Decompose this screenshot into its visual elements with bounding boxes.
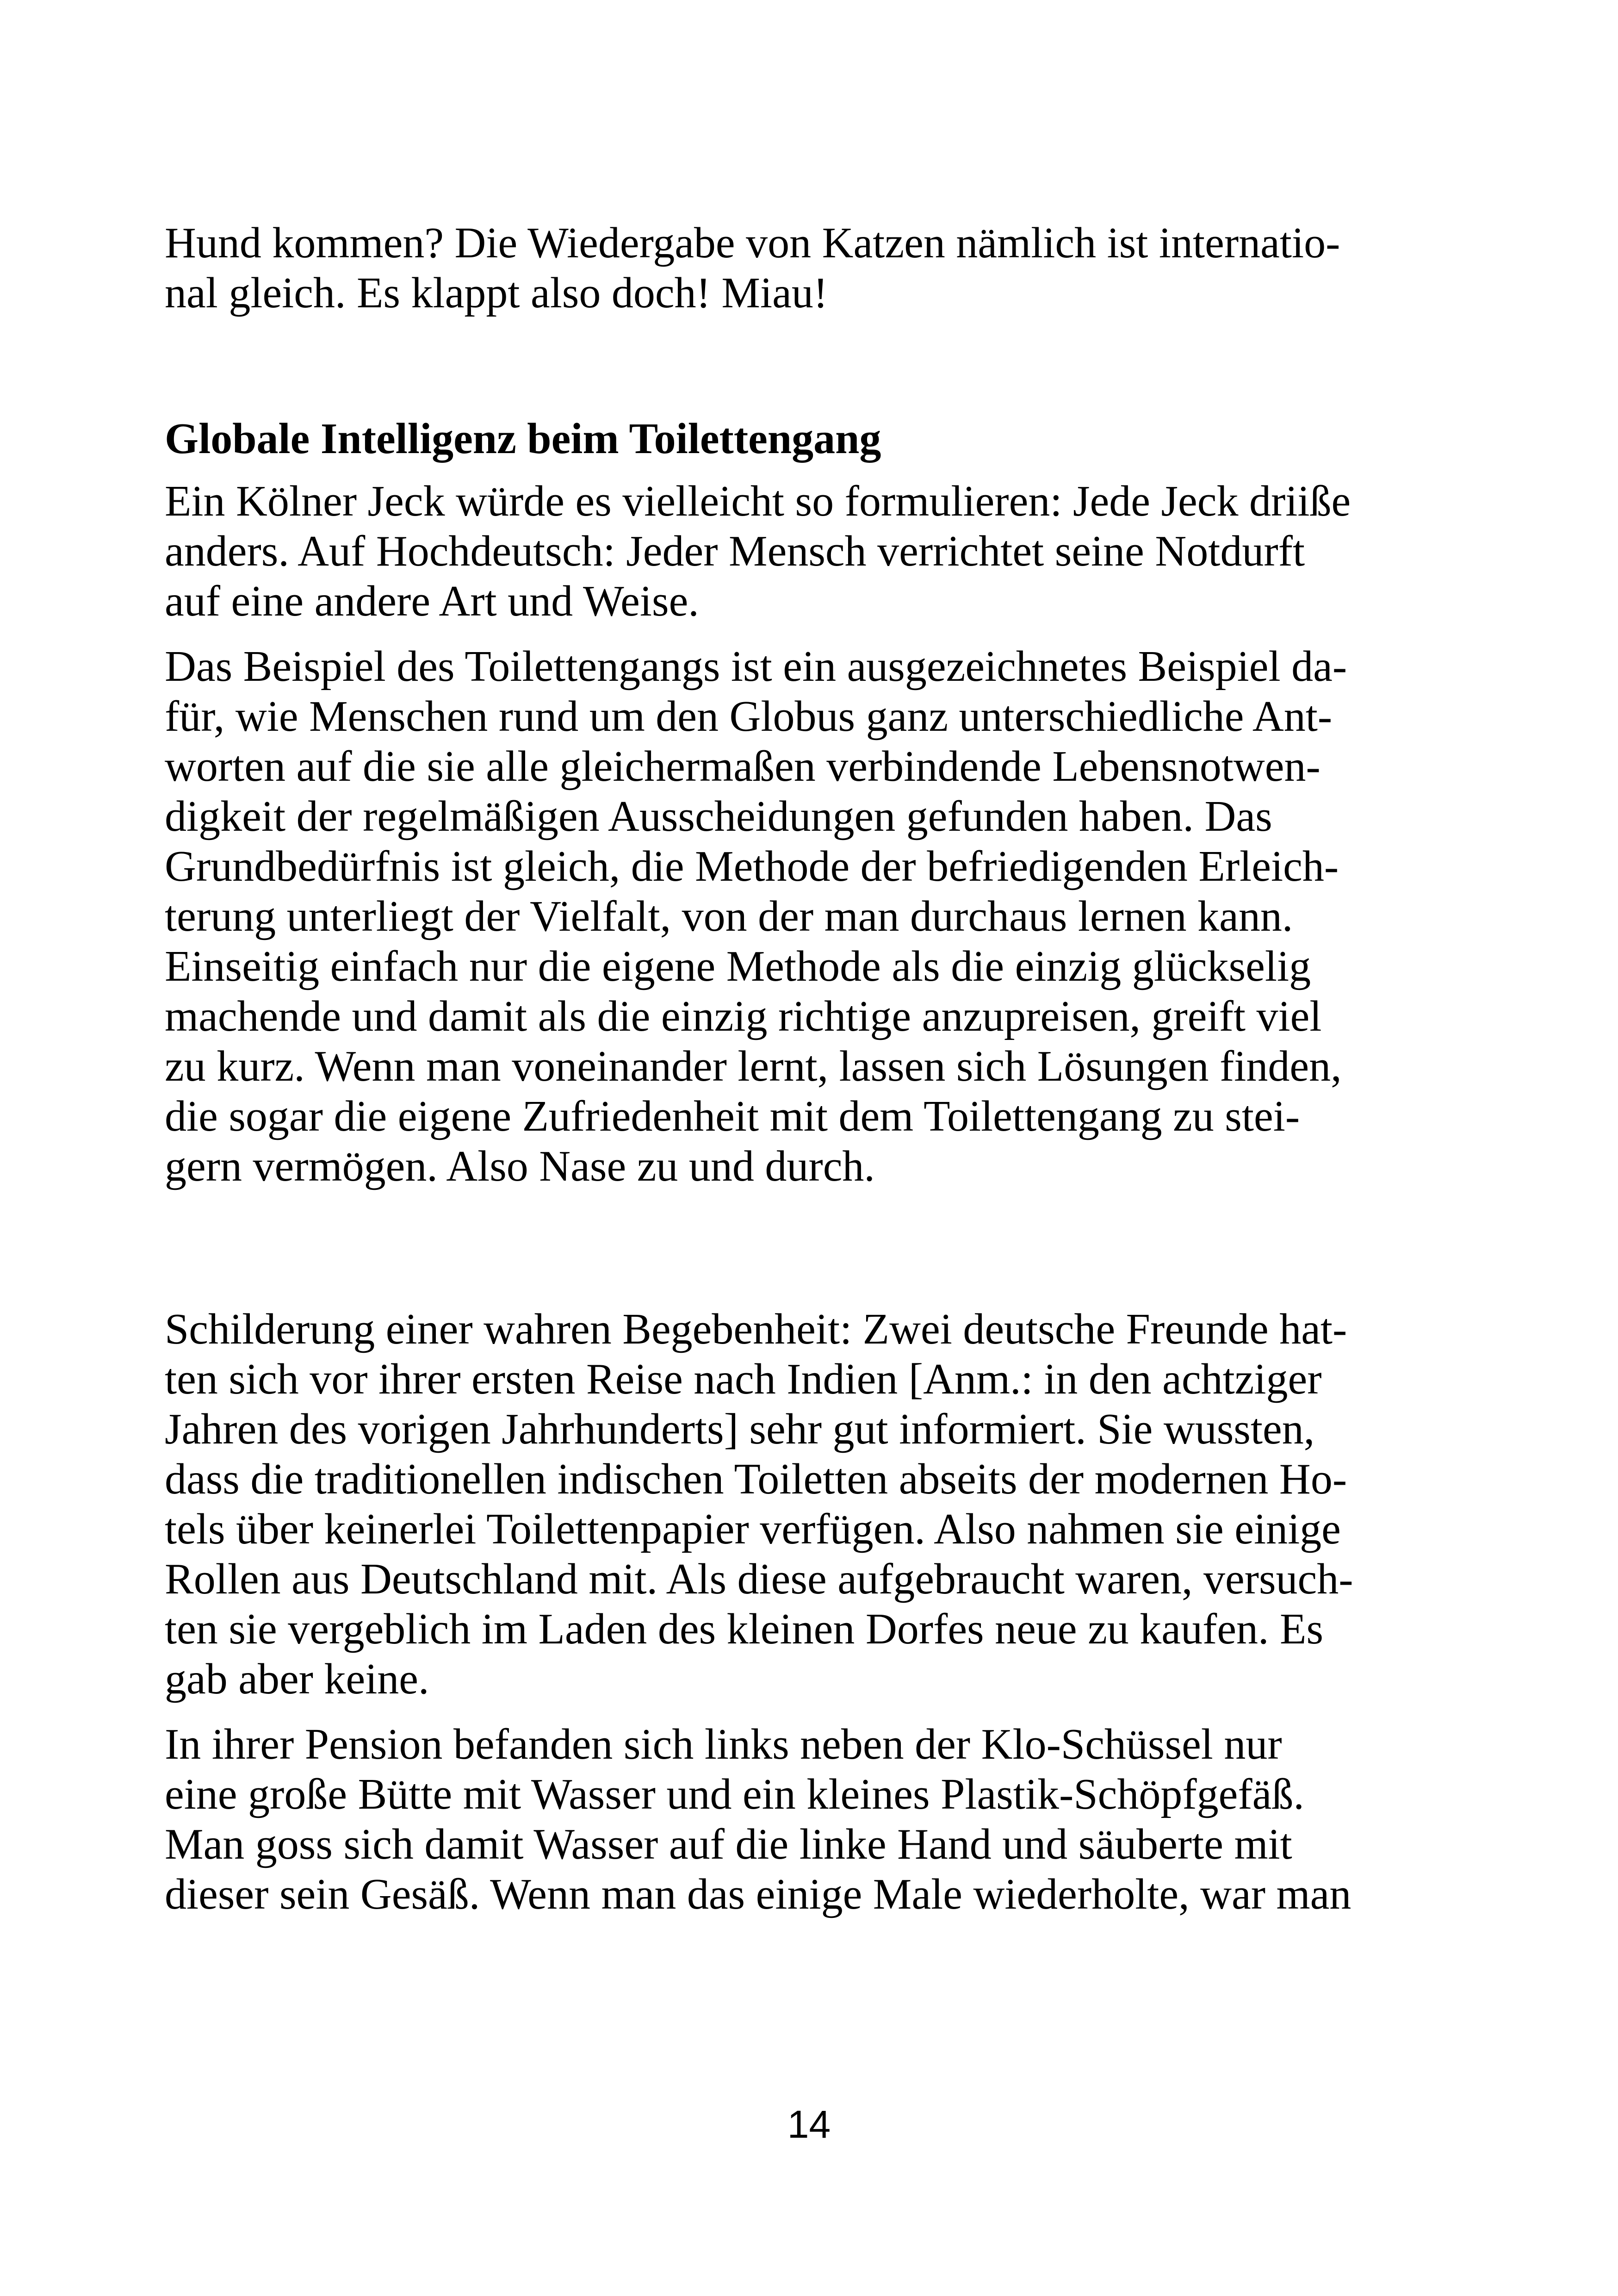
text-line: Ein Kölner Jeck würde es vielleicht so formulieren: Jede Jeck driiße bbox=[165, 477, 1351, 525]
text-line: ten sich vor ihrer ersten Reise nach Indien [Anm.: in den achtziger bbox=[165, 1355, 1322, 1403]
text-line: gab aber keine. bbox=[165, 1655, 429, 1703]
text-line: zu kurz. Wenn man voneinander lernt, lassen sich Lösungen finden, bbox=[165, 1042, 1342, 1090]
text-line: Das Beispiel des Toilettengangs ist ein ausgezeichnetes Beispiel da- bbox=[165, 642, 1347, 691]
text-line: die sogar die eigene Zufriedenheit mit dem Toilettengang zu stei- bbox=[165, 1092, 1300, 1140]
text-line: machende und damit als die einzig richtige anzupreisen, greift viel bbox=[165, 992, 1322, 1040]
text-line: digkeit der regelmäßigen Ausscheidungen gefunden haben. Das bbox=[165, 792, 1272, 840]
section-heading: Globale Intelligenz beim Toilettengang bbox=[165, 415, 881, 463]
text-line: dass die traditionellen indischen Toiletten abseits der modernen Ho- bbox=[165, 1455, 1347, 1503]
text-line: für, wie Menschen rund um den Globus ganz unterschiedliche Ant- bbox=[165, 692, 1333, 740]
text-line: Jahren des vorigen Jahrhunderts] sehr gut informiert. Sie wussten, bbox=[165, 1405, 1315, 1453]
text-line: dieser sein Gesäß. Wenn man das einige Male wiederholte, war man bbox=[165, 1870, 1351, 1918]
text-line: In ihrer Pension befanden sich links neben der Klo-Schüssel nur bbox=[165, 1720, 1282, 1768]
text-line: ten sie vergeblich im Laden des kleinen Dorfes neue zu kaufen. Es bbox=[165, 1605, 1324, 1653]
text-line: Einseitig einfach nur die eigene Methode als die einzig glückselig bbox=[165, 942, 1311, 990]
text-line: Grundbedürfnis ist gleich, die Methode der befriedigenden Erleich- bbox=[165, 842, 1339, 890]
text-line: auf eine andere Art und Weise. bbox=[165, 577, 699, 625]
text-line: tels über keinerlei Toilettenpapier verfügen. Also nahmen sie einige bbox=[165, 1505, 1341, 1553]
text-line: Rollen aus Deutschland mit. Als diese aufgebraucht waren, versuch- bbox=[165, 1555, 1353, 1603]
page-number: 14 bbox=[787, 2103, 831, 2146]
text-line: worten auf die sie alle gleichermaßen verbindende Lebensnotwen- bbox=[165, 742, 1320, 790]
text-line: nal gleich. Es klappt also doch! Miau! bbox=[165, 269, 828, 317]
text-line: eine große Bütte mit Wasser und ein kleines Plastik-Schöpfgefäß. bbox=[165, 1770, 1304, 1818]
text-line: Hund kommen? Die Wiedergabe von Katzen nämlich ist internatio- bbox=[165, 219, 1340, 267]
text-line: Man goss sich damit Wasser auf die linke Hand und säuberte mit bbox=[165, 1820, 1292, 1868]
text-line: anders. Auf Hochdeutsch: Jeder Mensch verrichtet seine Notdurft bbox=[165, 527, 1305, 575]
text-line: Schilderung einer wahren Begebenheit: Zwei deutsche Freunde hat- bbox=[165, 1305, 1347, 1353]
text-line: gern vermögen. Also Nase zu und durch. bbox=[165, 1142, 875, 1190]
text-line: terung unterliegt der Vielfalt, von der man durchaus lernen kann. bbox=[165, 892, 1293, 940]
